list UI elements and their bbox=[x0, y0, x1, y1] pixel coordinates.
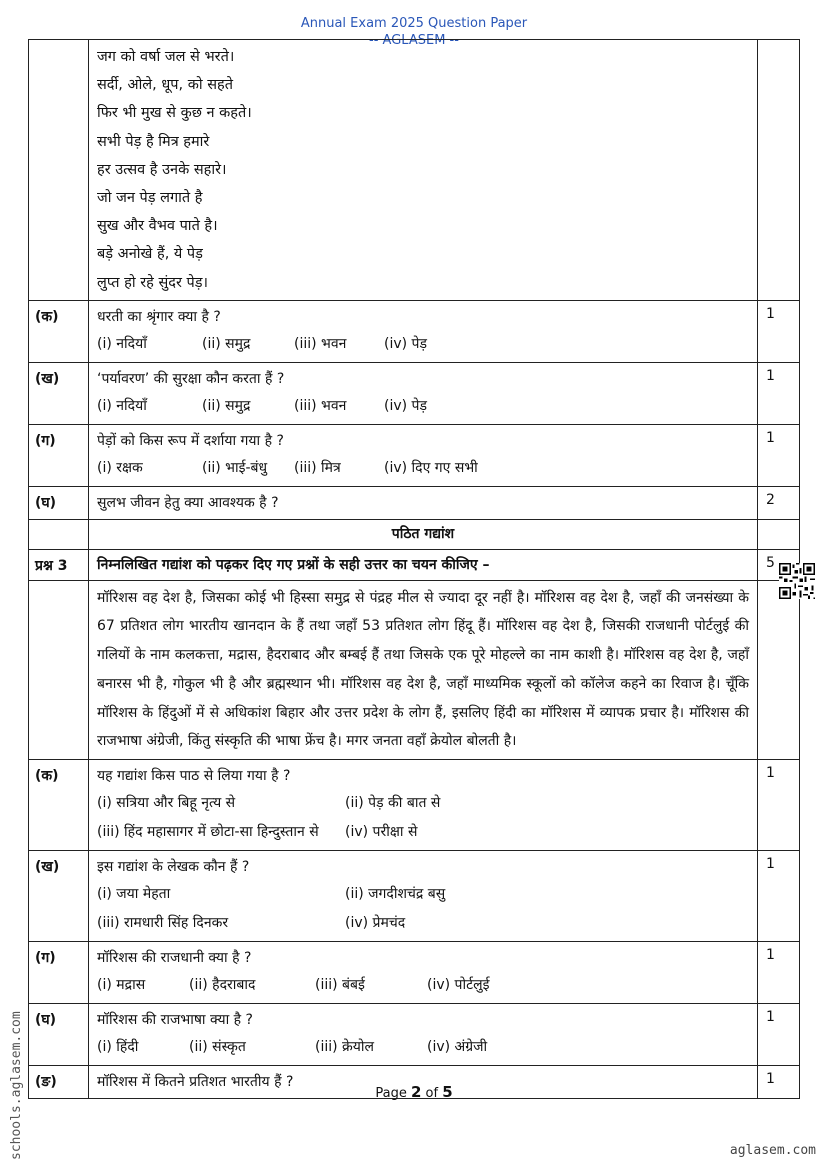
header-title: Annual Exam 2025 Question Paper bbox=[300, 16, 528, 31]
question-text: पेड़ों को किस रूप में दर्शाया गया है ? bbox=[97, 432, 284, 449]
marks: 1 bbox=[758, 1065, 800, 1098]
option: (iii) क्रेयोल bbox=[315, 1038, 375, 1055]
question-body bbox=[89, 759, 758, 850]
option-list bbox=[97, 392, 749, 421]
poem-line: लुप्त हो रहे सुंदर पेड़। bbox=[97, 274, 209, 291]
option-list bbox=[97, 909, 749, 938]
question-body bbox=[89, 1003, 758, 1065]
question-body bbox=[89, 362, 758, 424]
option-list bbox=[97, 818, 749, 847]
question-label: (घ) bbox=[29, 1003, 89, 1065]
question-text: मॉरिशस में कितने प्रतिशत भारतीय हैं ? bbox=[97, 1073, 294, 1090]
marks-cell bbox=[758, 580, 800, 759]
poem-question-row bbox=[29, 300, 800, 362]
marks: 1 bbox=[758, 759, 800, 850]
poem-question-row bbox=[29, 362, 800, 424]
option-list bbox=[97, 880, 749, 909]
option-list bbox=[97, 971, 749, 1000]
section-title: पठित गद्यांश bbox=[89, 519, 758, 549]
question-body bbox=[89, 486, 758, 519]
label-cell bbox=[29, 40, 89, 301]
question-number: प्रश्न 3 bbox=[29, 549, 89, 580]
question-body bbox=[89, 300, 758, 362]
option-list bbox=[97, 454, 749, 483]
option: (ii) पेड़ की बात से bbox=[345, 794, 441, 811]
poem-question-row bbox=[29, 486, 800, 519]
option: (i) जया मेहता bbox=[97, 885, 171, 902]
poem-stanza bbox=[89, 40, 758, 301]
poem-line: बड़े अनोखे हैं, ये पेड़ bbox=[97, 246, 203, 263]
option: (i) मद्रास bbox=[97, 976, 146, 993]
poem-row bbox=[29, 40, 800, 301]
instruction: निम्नलिखित गद्यांश को पढ़कर दिए गए प्रश्नों के सही उत्तर का चयन कीजिए – bbox=[89, 549, 758, 580]
option: (i) हिंदी bbox=[97, 1038, 139, 1055]
question-3-row bbox=[29, 549, 800, 580]
option: (i) रक्षक bbox=[97, 459, 143, 476]
question-label: (ख) bbox=[29, 362, 89, 424]
question-label: (ख) bbox=[29, 850, 89, 941]
marks-cell bbox=[758, 519, 800, 549]
option: (ii) हैदराबाद bbox=[189, 976, 256, 993]
option: (iv) पोर्टलुई bbox=[427, 976, 490, 993]
question-text: सुलभ जीवन हेतु क्या आवश्यक है ? bbox=[97, 494, 279, 511]
option: (iii) बंबई bbox=[315, 976, 365, 993]
marks: 1 bbox=[758, 850, 800, 941]
question-body bbox=[89, 424, 758, 486]
question-text: मॉरिशस की राजधानी क्या है ? bbox=[97, 949, 252, 966]
section-row bbox=[29, 519, 800, 549]
option: (ii) समुद्र bbox=[202, 335, 251, 352]
qr-code-icon bbox=[779, 563, 815, 599]
question-label: (घ) bbox=[29, 486, 89, 519]
question-table bbox=[28, 39, 800, 1099]
option: (i) नदियाँ bbox=[97, 397, 147, 414]
option: (ii) भाई-बंधु bbox=[202, 459, 268, 476]
q3-question-row bbox=[29, 941, 800, 1003]
option: (iii) मित्र bbox=[294, 459, 341, 476]
question-body bbox=[89, 941, 758, 1003]
question-label: (ग) bbox=[29, 424, 89, 486]
marks: 1 bbox=[758, 300, 800, 362]
poem-line: सभी पेड़ है मित्र हमारे bbox=[97, 133, 210, 150]
header-brand: -- AGLASEM -- bbox=[369, 33, 459, 48]
option-list bbox=[97, 789, 749, 818]
side-watermark: schools.aglasem.com bbox=[9, 1011, 24, 1160]
question-label: (क) bbox=[29, 759, 89, 850]
passage: मॉरिशस वह देश है, जिसका कोई भी हिस्सा समुद्र से पंद्रह मील से ज्यादा दूर नहीं है। मॉरिशस वह देश है, जहाँ की जनसंख्या के 67 प्रतिशत लोग भारतीय खानदान के हैं तथा जहाँ 53 प्रतिशत लोग हिंदू हैं। मॉरिशस वह देश है, जिसकी राजधानी पोर्टलुई की गलियों के नाम कलकत्ता, मद्रास, हैदराबाद और बम्बई हैं तथा जिसके एक पूरे मोहल्ले का नाम काशी है। मॉरिशस वह देश है, जहाँ बनारस भी है, गोकुल भी है और ब्रह्मस्थान भी। मॉरिशस वह देश है, जहाँ माध्यमिक स्कूलों को कॉलेज कहने का रिवाज है। चूँकि मॉरिशस के हिंदुओं में से अधिकांश बिहार और उत्तर प्रदेश के लोग हैं, इसलिए हिंदी का मॉरिशस में व्यापक प्रचार है। मॉरिशस की राजभाषा अंग्रेजी, किंतु संस्कृति की भाषा फ्रेंच है। मगर जनता वहाँ क्रेयोल बोलती है। bbox=[89, 580, 758, 759]
option: (iii) भवन bbox=[294, 335, 347, 352]
label-cell bbox=[29, 519, 89, 549]
marks: 1 bbox=[758, 1003, 800, 1065]
option: (iv) प्रेमचंद bbox=[345, 914, 406, 931]
marks: 2 bbox=[758, 486, 800, 519]
question-label: (ङ) bbox=[29, 1065, 89, 1098]
option-list bbox=[97, 330, 749, 359]
question-body bbox=[89, 850, 758, 941]
option: (iv) पेड़ bbox=[384, 397, 427, 414]
marks: 1 bbox=[758, 362, 800, 424]
poem-line: जग को वर्षा जल से भरते। bbox=[97, 49, 235, 65]
poem-question-row bbox=[29, 424, 800, 486]
page-footer: Page 2 of 5 bbox=[375, 1083, 453, 1101]
poem-line: सर्दी, ओले, धूप, को सहते bbox=[97, 77, 233, 94]
option: (iii) भवन bbox=[294, 397, 347, 414]
marks: 5 bbox=[758, 549, 800, 580]
question-text: ‘पर्यावरण’ की सुरक्षा कौन करता हैं ? bbox=[97, 370, 285, 387]
question-text: इस गद्यांश के लेखक कौन हैं ? bbox=[97, 858, 250, 875]
question-label: (ग) bbox=[29, 941, 89, 1003]
question-text: मॉरिशस की राजभाषा क्या है ? bbox=[97, 1011, 253, 1028]
poem-line: फिर भी मुख से कुछ न कहते। bbox=[97, 105, 252, 122]
marks: 1 bbox=[758, 941, 800, 1003]
question-text: धरती का श्रृंगार क्या है ? bbox=[97, 308, 221, 325]
question-label: (क) bbox=[29, 300, 89, 362]
option: (ii) समुद्र bbox=[202, 397, 251, 414]
option: (iv) परीक्षा से bbox=[345, 823, 418, 840]
option: (ii) संस्कृत bbox=[189, 1038, 246, 1055]
marks: 1 bbox=[758, 424, 800, 486]
option: (iii) रामधारी सिंह दिनकर bbox=[97, 914, 229, 931]
option: (i) सत्रिया और बिहू नृत्य से bbox=[97, 794, 236, 811]
option: (iv) दिए गए सभी bbox=[384, 459, 478, 476]
marks-cell bbox=[758, 40, 800, 301]
question-text: यह गद्यांश किस पाठ से लिया गया है ? bbox=[97, 767, 291, 784]
option: (iii) हिंद महासागर में छोटा-सा हिन्दुस्तान से bbox=[97, 823, 319, 840]
option: (iv) अंग्रेजी bbox=[427, 1038, 488, 1055]
option: (iv) पेड़ bbox=[384, 335, 427, 352]
poem-line: सुख और वैभव पाते है। bbox=[97, 218, 218, 235]
option: (ii) जगदीशचंद्र बसु bbox=[345, 885, 446, 902]
option-list bbox=[97, 1033, 749, 1062]
brand-watermark: aglasem.com bbox=[729, 1143, 816, 1158]
q3-question-row bbox=[29, 1003, 800, 1065]
option: (i) नदियाँ bbox=[97, 335, 147, 352]
label-cell bbox=[29, 580, 89, 759]
passage-row bbox=[29, 580, 800, 759]
poem-line: जो जन पेड़ लगाते है bbox=[97, 189, 203, 206]
q3-question-row bbox=[29, 759, 800, 850]
q3-question-row bbox=[29, 850, 800, 941]
poem-line: हर उत्सव है उनके सहारे। bbox=[97, 161, 227, 178]
